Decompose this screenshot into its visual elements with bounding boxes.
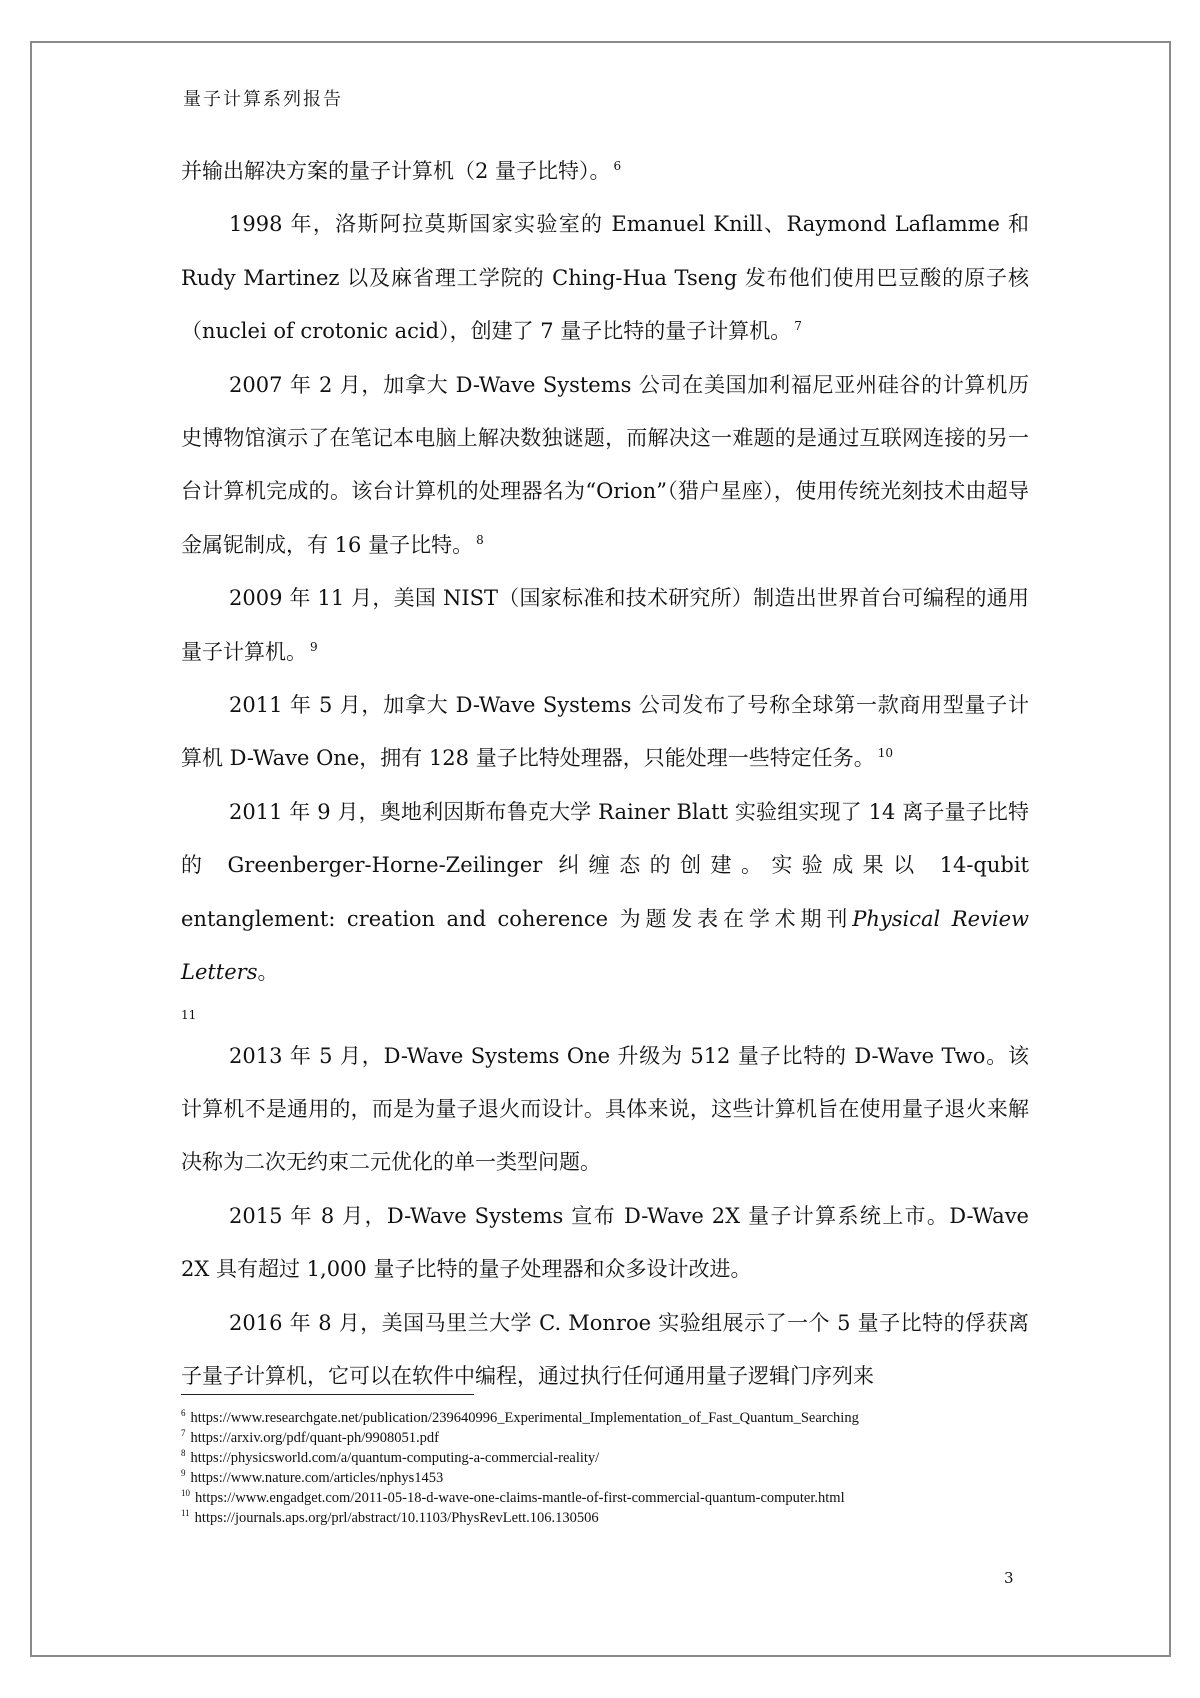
footnote-8: $^8$ https://physicsworld.com/a/quantum-computing-a-commercial-reality/	[181, 1448, 600, 1466]
paragraph-7: 2013 年 5 月，D-Wave Systems One 升级为 512 量子比特的 D-Wave Two。该计算机不是通用的，而是为量子退火而设计。具体来说，这些计算机旨在使用量子退火来解决称为二次无约束二元优化的单一类型问题。	[181, 1043, 1029, 1175]
paragraph-1: 并输出解决方案的量子计算机（2 量子比特）。 $^6$	[181, 159, 622, 183]
paragraph-6: 2011 年 9 月，奥地利因斯布鲁克大学 Rainer Blatt 实验组实现了 14 离子量子比特的 Greenberger-Horne-Zeilinger 纠缠态的创建。实验成果以 14-qubit entanglement: creation and coherence 为题发表在学术期刊Physical Review Letters。	[181, 799, 1029, 985]
footnote-10: $^{10}$ https://www.engadget.com/2011-05-18-d-wave-one-claims-mantle-of-first-commercial-quantum-computer.html	[181, 1488, 845, 1506]
footnote-ref-9[interactable]: 9	[310, 639, 318, 654]
footnote-link[interactable]: https://arxiv.org/pdf/quant-ph/9908051.pdf	[190, 1430, 439, 1446]
footnotes	[181, 1408, 1029, 1528]
footnote-ref-7[interactable]: 7	[794, 319, 802, 334]
footnote-link[interactable]: https://www.engadget.com/2011-05-18-d-wave-one-claims-mantle-of-first-commercial-quantum-computer.html	[195, 1490, 845, 1506]
footnote-7: $^7$ https://arxiv.org/pdf/quant-ph/9908051.pdf	[181, 1428, 439, 1446]
paragraph-6-ref-line	[181, 1000, 1029, 1030]
paragraph-3: 2007 年 2 月，加拿大 D-Wave Systems 公司在美国加利福尼亚州硅谷的计算机历史博物馆演示了在笔记本电脑上解决数独谜题，而解决这一难题的是通过互联网连接的另一台计算机完成的。该台计算机的处理器名为“Orion”（猎户星座），使用传统光刻技术由超导金属铌制成，有 16 量子比特。 $^8$	[181, 372, 1029, 557]
footnote-9: $^9$ https://www.nature.com/articles/nphys1453	[181, 1468, 444, 1486]
footnote-11: $^{11}$ https://journals.aps.org/prl/abstract/10.1103/PhysRevLett.106.130506	[181, 1508, 599, 1526]
page-number: 3	[1004, 1569, 1014, 1587]
journal-title: Physical Review Letters	[181, 906, 1029, 985]
footnote-ref-8[interactable]: 8	[476, 532, 484, 547]
paragraph-2: 1998 年，洛斯阿拉莫斯国家实验室的 Emanuel Knill、Raymond Laflamme 和 Rudy Martinez 以及麻省理工学院的 Ching-Hua Tseng 发布他们使用巴豆酸的原子核（nuclei of crotonic acid），创建了 7 量子比特的量子计算机。 $^7$	[181, 212, 1029, 344]
running-header: 量子计算系列报告	[183, 89, 343, 110]
paragraph-9: 2016 年 8 月，美国马里兰大学 C. Monroe 实验组展示了一个 5 量子比特的俘获离子量子计算机，它可以在软件中编程，通过执行任何通用量子逻辑门序列来	[181, 1310, 1029, 1388]
footnote-separator	[181, 1394, 474, 1395]
body-text	[181, 145, 1029, 1403]
footnote-link[interactable]: https://www.nature.com/articles/nphys1453	[190, 1470, 444, 1486]
footnote-link[interactable]: https://journals.aps.org/prl/abstract/10.1103/PhysRevLett.106.130506	[194, 1510, 599, 1526]
paragraph-8: 2015 年 8 月，D-Wave Systems 宣布 D-Wave 2X 量子计算系统上市。D-Wave 2X 具有超过 1,000 量子比特的量子处理器和众多设计改进。	[181, 1203, 1029, 1282]
paragraph-5: 2011 年 5 月，加拿大 D-Wave Systems 公司发布了号称全球第一款商用型量子计算机 D-Wave One，拥有 128 量子比特处理器，只能处理一些特定任务。 $^{10}$	[181, 693, 1029, 771]
footnote-ref-11[interactable]: 11	[181, 1007, 197, 1022]
footnote-6: $^6$ https://www.researchgate.net/publication/239640996_Experimental_Implementation_of_Fast_Quantum_Searching	[181, 1408, 859, 1426]
footnote-ref-10[interactable]: 10	[877, 746, 893, 761]
footnote-link[interactable]: https://physicsworld.com/a/quantum-computing-a-commercial-reality/	[190, 1450, 600, 1466]
paragraph-4: 2009 年 11 月，美国 NIST（国家标准和技术研究所）制造出世界首台可编程的通用量子计算机。 $^9$	[181, 586, 1029, 664]
footnote-link[interactable]: https://www.researchgate.net/publication/239640996_Experimental_Implementation_of_Fast_Quantum_Searching	[190, 1410, 859, 1426]
footnote-ref-6[interactable]: 6	[613, 159, 622, 173]
